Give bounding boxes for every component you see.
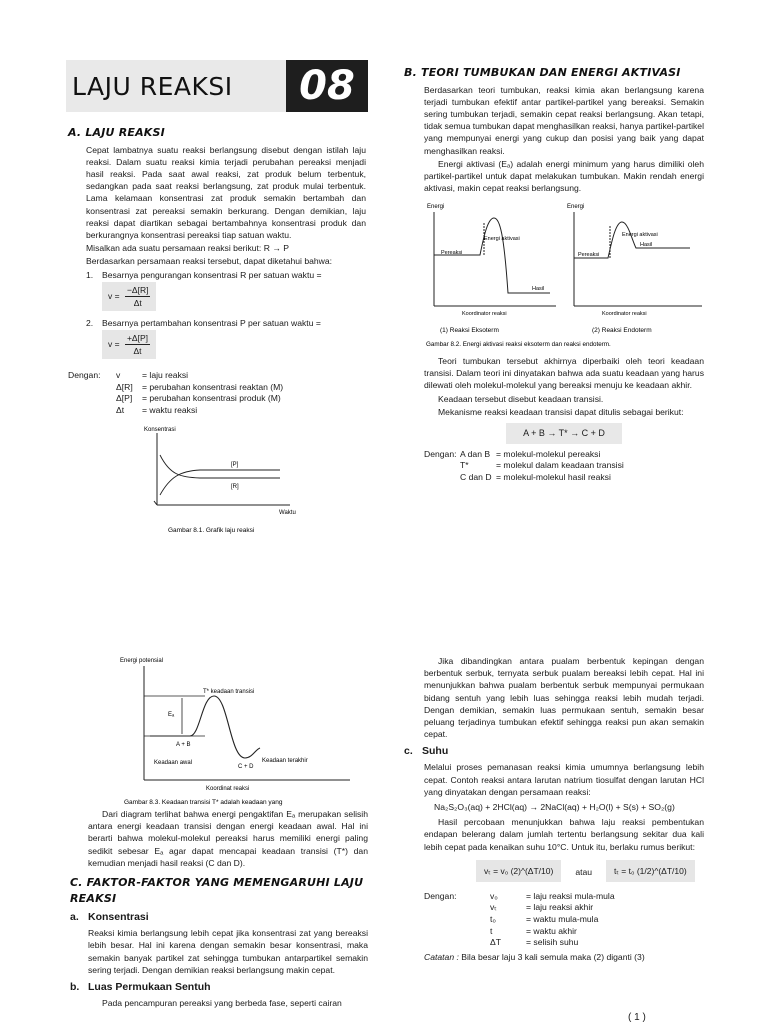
- product-label: C + D: [238, 764, 254, 770]
- section-b-paragraph: Mekanisme reaksi keadaan transisi dapat ditulis sebagai berikut:: [438, 406, 684, 417]
- rate-formula-product: v = $\frac{+\Delta[P]}{\Delta t}$: [102, 330, 156, 359]
- ea-label: Eₐ: [168, 712, 175, 718]
- axis-label: Koordinator reaksi: [462, 311, 507, 317]
- rate-temperature-formula: vₜ = v₀ (2)^(ΔT/10): [476, 860, 561, 882]
- chapter-title: LAJU REAKSI: [72, 72, 233, 101]
- section-b-paragraph: Energi aktivasi (Eₐ) adalah energi minimum yang harus dimiliki oleh partikel-partikel untuk dapat melakukan tumbukan. Makin rendah energi aktivasi, makin cepat reaksi berlangsung.: [424, 158, 704, 194]
- reactant-label: A + B: [176, 742, 191, 748]
- paragraph: Dari diagram terlihat bahwa energi pengaktifan Eₐ merupakan selisih antara energi keadaan transisi dengan energi keadaan awal. Hal ini berarti bahwa molekul-molekul pereaksi harus memiliki energi paling sedikit sebesar Eₐ agar dapat mencapai keadaan transisi (T*) dan kemudian menjadi hasil reaksi (C dan D).: [88, 809, 368, 868]
- initial-state-label: Keadaan awal: [154, 760, 193, 766]
- product-label: Hasil: [532, 286, 545, 292]
- section-b-paragraph: Berdasarkan teori tumbukan, reaksi kimia akan berlangsung karena terjadi tumbukan efektif antar partikel-partikel yang bereaksi. Semakin sering tumbukan terjadi, semakin cepat reaksi berlangsung. Akan tetapi, tidak semua tumbukan dapat menghasilkan reaksi, hanya partikel-partikel yang mempunyai energi yang cukup dan posisi yang baik yang dapat menghasilkan reaksi.: [424, 84, 704, 156]
- axis-label: Energi: [567, 204, 585, 210]
- figure-caption: Gambar 8.1. Grafik laju reaksi: [168, 527, 255, 534]
- subfigure-caption: (1) Reaksi Eksoterm: [440, 327, 499, 334]
- section-c-title: C. FAKTOR-FAKTOR YANG MEMENGARUHI LAJU REAKSI: [70, 876, 364, 905]
- subfigure-caption: (2) Reaksi Endoterm: [592, 327, 652, 334]
- variable-definitions: Dengan: v = laju reaksi Δ[R] = perubahan konsentrasi reaktan (M) Δ[P] = perubahan konsentrasi produk (M) Δt = waktu reaksi: [68, 370, 284, 416]
- subsection-concentration-title: a. Konsentrasi: [70, 911, 149, 924]
- transition-state-equation: A + B → T* → C + D: [506, 423, 622, 444]
- paragraph: Jika dibandingkan antara pualam berbentuk kepingan dengan berbentuk serbuk, ternyata serbuk pualam bereaksi lebih cepat. Hal ini menunjukkan bahwa pualam berbentuk serbuk mempunyai permukaan bidang sentuh yang lebih luas sehingga reaksi lebih mudah terjadi. Dengan demikian, semakin luas permukaan sentuh, semakin besar peluang terjadinya tumbukan efektif sehingga reaksi pun akan semakin cepat.: [424, 656, 704, 740]
- axis-label: Koordinator reaksi: [602, 311, 647, 317]
- paragraph: Pada pencampuran pereaksi yang berbeda fase, seperti cairan: [102, 997, 342, 1008]
- section-b: [404, 62, 704, 195]
- section-b-continued: [424, 355, 704, 484]
- graph-label-p: [P]: [231, 462, 239, 468]
- graph-label-r: [R]: [231, 484, 239, 490]
- section-a: [68, 122, 366, 417]
- variable-definitions: Dengan: A dan B = molekul-molekul pereaksi T* = molekul dalam keadaan transisi C dan D = molekul-molekul hasil reaksi: [424, 448, 624, 482]
- axis-label: Energi potensial: [120, 658, 164, 664]
- list-item: 2. Besarnya pertambahan konsentrasi P per satuan waktu =: [86, 317, 321, 328]
- axis-label: Koordinat reaksi: [206, 786, 250, 792]
- note: Catatan : Bila besar laju 3 kali semula maka (2) diganti (3): [424, 951, 645, 962]
- figure-caption: Gambar 8.2. Energi aktivasi reaksi eksoterm dan reaksi endoterm.: [426, 341, 611, 348]
- section-b-paragraph: Keadaan tersebut disebut keadaan transisi.: [438, 393, 604, 404]
- list-item: 1. Besarnya pengurangan konsentrasi R per satuan waktu =: [86, 269, 322, 280]
- transition-state-figure: [110, 652, 370, 807]
- chapter-header: [66, 60, 368, 112]
- axis-label: Energi: [427, 204, 445, 210]
- section-c: [70, 808, 368, 1010]
- reactant-label: Pereaksi: [578, 252, 600, 258]
- transition-state-label: T* keadaan transisi: [203, 689, 255, 695]
- section-b-paragraph: Teori tumbukan tersebut akhirnya diperbaiki oleh teori keadaan transisi. Dalam teori ini dinyatakan bahwa ada suatu keadaan yang harus dilewati oleh molekul-molekul yang bereaksi menuju ke keadaan akhir.: [424, 356, 704, 391]
- final-state-label: Keadaan terakhir: [262, 758, 308, 764]
- reactant-label: Pereaksi: [441, 250, 463, 256]
- paragraph: Reaksi kimia berlangsung lebih cepat jika konsentrasi zat yang bereaksi lebih besar. Hal ini karena dengan semakin besar konsentrasi, maka semakin banyak partikel zat sehingga tumbukan antarpartikel semakin sering terjadi. Dengan demikian reaksi berlangsung makin cepat.: [88, 928, 368, 975]
- rate-formula-reactant: v = $\frac{-\Delta[R]}{\Delta t}$: [102, 282, 156, 311]
- figure-caption: Gambar 8.3. Keadaan transisi T* adalah keadaan yang: [124, 799, 283, 806]
- variable-definitions: Dengan: v₀ = laju reaksi mula-mula vₜ = laju reaksi akhir t₀ = waktu mula-mula t = waktu akhir ΔT = selisih suhu: [424, 890, 615, 948]
- temperature-formulas: [404, 859, 704, 885]
- section-c-continued: [404, 655, 704, 964]
- ea-label: Energi aktivasi: [484, 236, 520, 242]
- rate-graph-figure: [130, 425, 310, 540]
- paragraph: Hasil percobaan menunjukkan bahwa laju reaksi pembentukan endapan belerang dalam jumlah tertentu berlangsung sekitar dua kali lebih cepat pada kenaikan suhu 10°C. Untuk itu, berlaku rumus berikut:: [424, 817, 704, 852]
- subsection-surface-area-title: b. Luas Permukaan Sentuh: [70, 980, 211, 993]
- product-label: Hasil: [640, 242, 653, 248]
- section-a-paragraph: Misalkan ada suatu persamaan reaksi berikut: R → P: [86, 243, 290, 254]
- section-a-title: A. LAJU REAKSI: [68, 126, 165, 139]
- section-a-paragraph: Cepat lambatnya suatu reaksi berlangsung disebut dengan istilah laju reaksi. Dalam suatu reaksi kimia terjadi perubahan pereaksi menjadi hasil reaksi. Pada saat awal reaksi, zat produk belum terbentuk, sedangkan pada saat reaksi berlangsung, zat produk mulai terbentuk. Lama kelamaan konsentrasi zat produk semakin bertambah dan konsentrasi zat pereaksi semakin berkurang. Dengan demikian, laju reaksi dapat diartikan sebagai bertambahnya konsentrasi produk dan berkurangnya konsentrasi pereaksi tiap satuan waktu.: [86, 144, 366, 241]
- paragraph: Melalui proses pemanasan reaksi kimia umumnya berlangsung lebih cepat. Contoh reaksi antara larutan natrium tiosulfat dengan larutan HCl yang dinyatakan dengan persamaan reaksi:: [424, 762, 704, 797]
- section-a-paragraph: Berdasarkan persamaan reaksi tersebut, dapat diketahui bahwa:: [86, 256, 333, 267]
- subsection-temperature-title: c. Suhu: [404, 745, 449, 758]
- page-number: ( 1 ): [628, 1012, 646, 1023]
- graph-x-label: Waktu: [279, 510, 296, 516]
- chapter-number: 08: [286, 60, 368, 112]
- ea-label: Energi aktivasi: [622, 232, 658, 238]
- section-b-title: B. TEORI TUMBUKAN DAN ENERGI AKTIVASI: [404, 66, 681, 79]
- reaction-equation: Na₂S₂O₃(aq) + 2HCl(aq) → 2NaCl(aq) + H₂O(l) + S(s) + SO₂(g): [434, 801, 675, 812]
- graph-y-label: Konsentrasi: [144, 427, 176, 433]
- or-label: atau: [575, 866, 593, 877]
- activation-energy-figure: [422, 200, 707, 348]
- time-temperature-formula: tₜ = t₀ (1/2)^(ΔT/10): [606, 860, 695, 882]
